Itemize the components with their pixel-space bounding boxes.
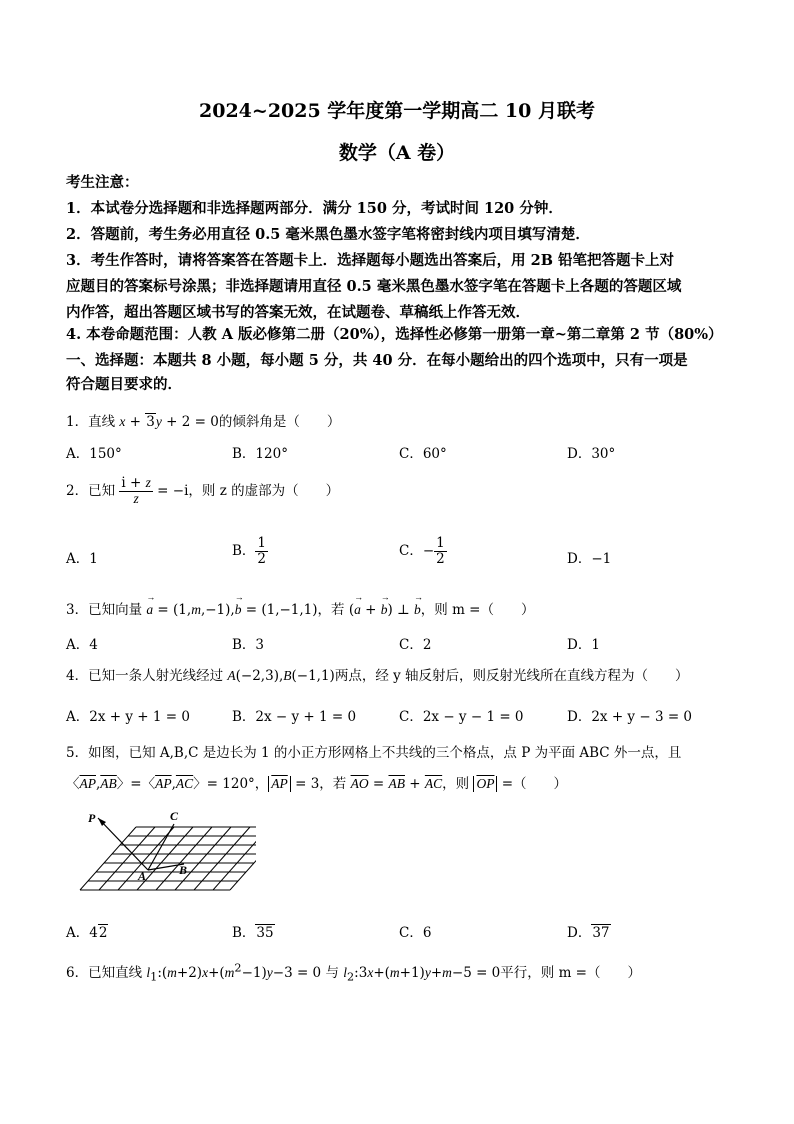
q1-option-b[interactable]: B．120°	[232, 446, 288, 462]
note-line: 1．本试卷分选择题和非选择题两部分．满分 150 分，考试时间 120 分钟．	[66, 200, 563, 217]
note-line: 4. 本卷命题范围：人教 A 版必修第二册（20%），选择性必修第一册第一章~第二章第 2 节（80%）	[66, 326, 723, 343]
q4-option-b[interactable]: B．2x − y + 1 = 0	[232, 709, 357, 725]
section-heading-cont: 符合题目要求的．	[66, 376, 182, 393]
note-line: 应题目的答案标号涂黑；非选择题请用直径 0.5 毫米黑色墨水签字笔在答题卡上各题的答题区域	[66, 278, 682, 295]
q1-option-d[interactable]: D．30°	[567, 446, 616, 462]
q4-option-d[interactable]: D．2x + y − 3 = 0	[567, 709, 693, 725]
q2-option-a[interactable]: A．1	[66, 551, 98, 567]
question-6: 6．已知直线 $l_1:(m+2)x+(m^2-1)y-3 = 0$ 与 $l_2:3x+(m+1)y+m-5 = 0$平行，则 m =（ ）	[66, 961, 641, 984]
q2-option-d[interactable]: D．−1	[567, 551, 612, 567]
label-a: A	[138, 869, 147, 883]
notes-heading: 考生注意：	[66, 174, 139, 191]
label-p: P	[88, 811, 96, 825]
section-heading: 一、选择题：本题共 8 小题，每小题 5 分，共 40 分．在每小题给出的四个选项中，只有一项是	[66, 352, 688, 369]
note-line: 2．答题前，考生务必用直径 0.5 毫米黑色墨水签字笔将密封线内项目填写清楚．	[66, 226, 590, 243]
exam-subtitle: 数学（A 卷）	[338, 142, 456, 164]
exam-title: 2024~2025 学年度第一学期高二 10 月联考	[199, 100, 595, 122]
q5-option-b[interactable]: B．35	[232, 925, 274, 941]
question-5-conditions: 〈$\overline{AP},\overline{AB}$〉=〈$\overline{AP},\overline{AC}$〉= 120°， $\overline{AP} = 3$，若 $\overline{AO} = \overline{AB} + \overline{AC}$，则 $\overline{OP}$ =（ ）	[66, 776, 568, 792]
q4-option-c[interactable]: C．2x − y − 1 = 0	[399, 709, 524, 725]
q2-option-b[interactable]: B． $\frac{1}{2}$	[232, 535, 267, 567]
q5-option-a[interactable]: A．42	[66, 925, 108, 941]
q1-option-a[interactable]: A．150°	[66, 446, 122, 462]
grid-lines	[80, 827, 256, 890]
question-3: 3．已知向量 → a = (1,m,−1),→ b = (1,−1,1)，若 (→ a + → b) ⊥ → b，则 m =（ ）	[66, 598, 535, 618]
q5-option-c[interactable]: C．6	[399, 925, 432, 941]
note-line: 内作答，超出答题区域书写的答案无效，在试题卷、草稿纸上作答无效．	[66, 304, 530, 321]
question-1: 1．直线 x + 3y + 2 = 0的倾斜角是（ ）	[66, 414, 341, 430]
q3-option-c[interactable]: C．2	[399, 637, 432, 653]
q3-option-a[interactable]: A．4	[66, 637, 98, 653]
q2-option-c[interactable]: C．− $\frac{1}{2}$	[399, 535, 445, 567]
q3-option-b[interactable]: B．3	[232, 637, 265, 653]
q3-option-d[interactable]: D．1	[567, 637, 600, 653]
grid-figure	[66, 800, 256, 905]
label-c: C	[170, 809, 179, 823]
note-line: 3．考生作答时，请将答案答在答题卡上．选择题每小题选出答案后，用 2B 铅笔把答题卡上对	[66, 252, 675, 269]
q5-option-d[interactable]: D．37	[567, 925, 610, 941]
question-2: 2．已知 $\frac{i + z}{z}$ = −i，则 z 的虚部为（ ）	[66, 475, 340, 506]
question-4: 4．已知一条人射光线经过 A(−2,3),B(−1,1)两点，经 y 轴反射后，则反射光线所在直线方程为（ ）	[66, 668, 689, 684]
q4-option-a[interactable]: A．2x + y + 1 = 0	[66, 709, 190, 725]
question-5: 5．如图，已知 A,B,C 是边长为 1 的小正方形网格上不共线的三个格点，点 P 为平面 ABC 外一点，且	[66, 745, 682, 761]
label-b: B	[179, 863, 188, 877]
q1-option-c[interactable]: C．60°	[399, 446, 447, 462]
